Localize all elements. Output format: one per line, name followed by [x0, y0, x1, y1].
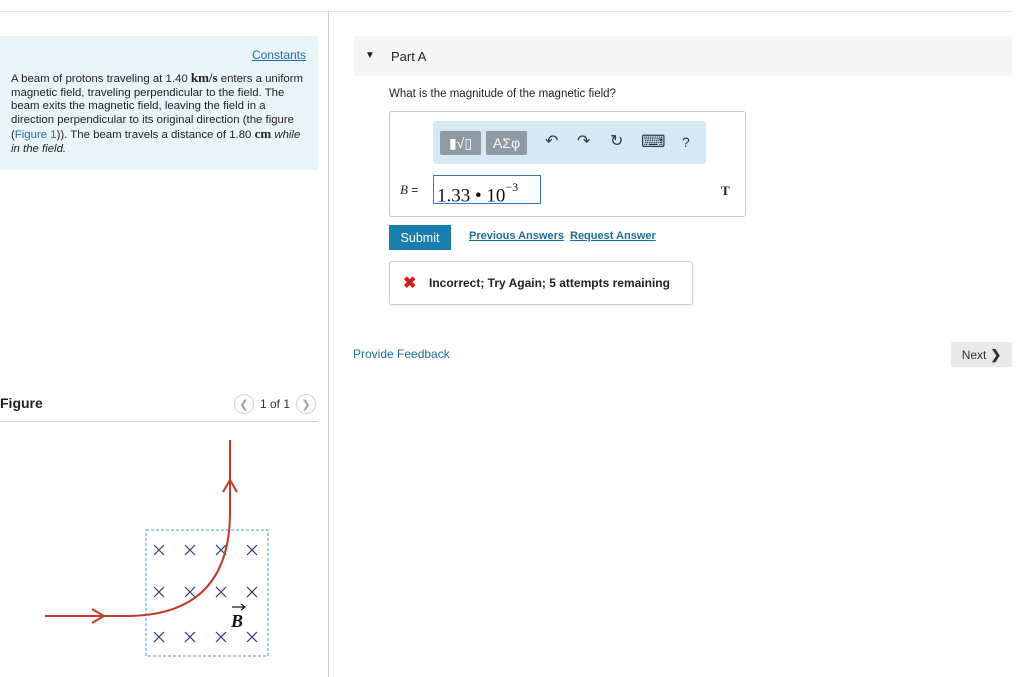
- chevron-right-icon: ❯: [990, 346, 1002, 362]
- proton-beam-path: [45, 440, 230, 616]
- chevron-left-icon[interactable]: ❮: [234, 394, 254, 414]
- next-label: Next: [961, 347, 987, 362]
- previous-answers-link[interactable]: Previous Answers: [469, 230, 564, 242]
- answer-input[interactable]: [433, 175, 541, 207]
- keyboard-icon[interactable]: ⌨: [641, 132, 666, 151]
- reset-icon[interactable]: ↻: [610, 133, 624, 150]
- chevron-right-icon[interactable]: ❯: [296, 394, 316, 414]
- help-icon[interactable]: ?: [682, 134, 690, 150]
- field-region: [146, 530, 268, 656]
- math-toolbar: [433, 121, 706, 164]
- feedback-message: [389, 261, 693, 305]
- figure-header: [0, 393, 318, 422]
- answer-box: [389, 111, 746, 217]
- incorrect-x-icon: ✖: [403, 275, 417, 292]
- pager-text: 1 of 1: [259, 397, 290, 411]
- redo-icon[interactable]: ↷: [577, 133, 591, 150]
- undo-icon[interactable]: ↶: [545, 133, 559, 150]
- answer-unit: T: [721, 183, 730, 198]
- constants-link[interactable]: Constants: [251, 48, 306, 62]
- question-text: What is the magnitude of the magnetic field?: [389, 88, 616, 100]
- problem-text: [11, 71, 307, 157]
- part-a-title: Part A: [391, 49, 427, 64]
- problem-text-4: while in the field.: [11, 129, 301, 155]
- speed-unit: km/s: [190, 70, 218, 85]
- provide-feedback-link[interactable]: Provide Feedback: [353, 347, 450, 361]
- figure-pager: [234, 394, 316, 414]
- answer-exponent: −3: [505, 180, 519, 194]
- request-answer-link[interactable]: Request Answer: [570, 230, 656, 242]
- greek-symbols-button[interactable]: ΑΣφ: [486, 131, 527, 155]
- problem-text-3: )). The beam travels a distance of 1.80: [56, 129, 255, 142]
- submit-button[interactable]: Submit: [389, 225, 451, 250]
- figure-link[interactable]: Figure 1: [14, 129, 57, 142]
- figure-title: Figure: [0, 395, 43, 411]
- panel-divider: [328, 11, 329, 677]
- problem-text-1: A beam of protons traveling at 1.40: [11, 73, 191, 85]
- equals-sign: =: [407, 183, 419, 197]
- part-a-header[interactable]: [354, 36, 1012, 76]
- collapse-caret-icon[interactable]: ▼: [365, 50, 375, 61]
- template-button[interactable]: ▮√▯: [440, 131, 481, 155]
- field-vector-label: [230, 604, 245, 631]
- answer-mantissa: 1.33 • 10: [437, 185, 506, 207]
- next-button[interactable]: [951, 342, 1012, 367]
- variable-name: B: [400, 182, 408, 197]
- magnetic-field-figure: [30, 432, 280, 664]
- distance-unit: cm: [254, 126, 272, 142]
- problem-statement-box: [0, 36, 318, 170]
- feedback-text: Incorrect; Try Again; 5 attempts remaining: [429, 276, 670, 290]
- top-rule: [0, 11, 1012, 12]
- field-symbol: B: [231, 611, 244, 631]
- answer-variable-label: [400, 182, 418, 198]
- problem-text-2: enters a uniform magnetic field, traveling perpendicular to the field. The beam exits the magnetic field, leaving the field in a direction perpendicular to its original direction (the figure (: [11, 73, 304, 142]
